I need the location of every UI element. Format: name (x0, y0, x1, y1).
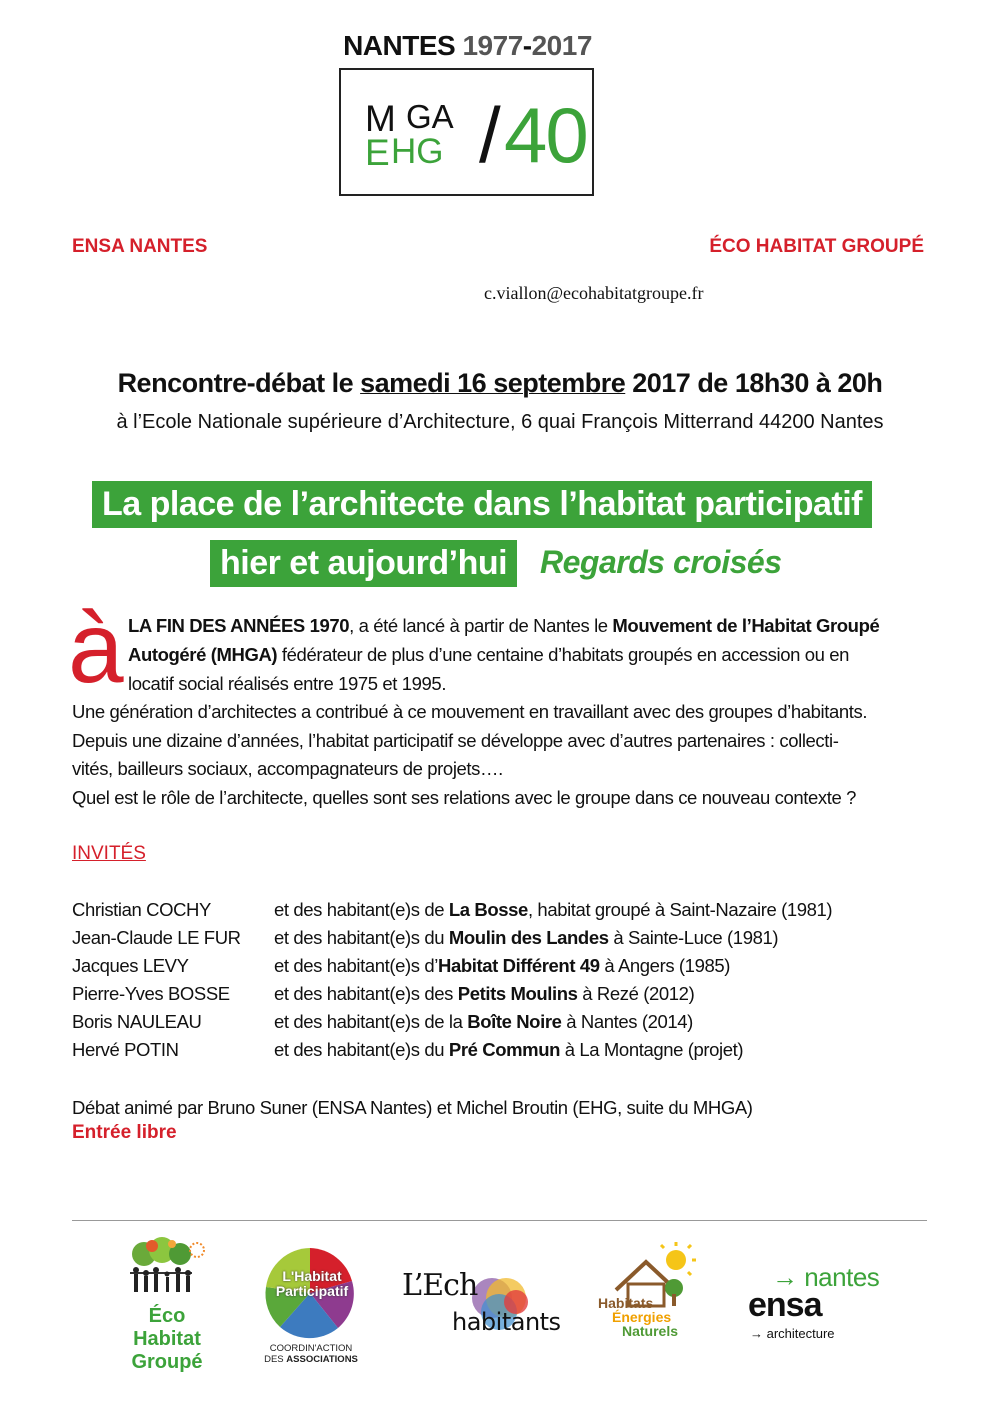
echo-logo-bottom: habitants (452, 1308, 561, 1336)
intro-dropcap: à (68, 592, 124, 704)
guest-pre: et des habitant(e)s du (274, 927, 449, 948)
footer-divider (72, 1220, 927, 1221)
eco-logo-line3: Groupé (131, 1351, 203, 1373)
guest-description (274, 983, 694, 1005)
main-subtitle: Regards croisés (540, 544, 782, 580)
hp-logo-line2: Participatif (275, 1283, 349, 1299)
intro-l2-bold: Autogéré (MHGA) (128, 644, 278, 665)
guest-description (274, 1011, 693, 1033)
event-part2: 2017 de 18h30 à 20h (625, 368, 883, 398)
guest-name: Pierre-Yves BOSSE (72, 983, 230, 1004)
free-entry-label: Entrée libre (72, 1122, 177, 1143)
guest-post: à Angers (1985) (599, 955, 730, 976)
eco-logo-line2: Habitat (133, 1328, 201, 1350)
event-date: samedi 16 septembre (360, 368, 626, 398)
guest-name: Jean-Claude LE FUR (72, 927, 241, 948)
trees-people-icon (122, 1236, 212, 1298)
guest-place: Habitat Différent 49 (437, 955, 600, 976)
intro-line-6: vités, bailleurs sociaux, accompagnateurs de projets…. (72, 758, 503, 779)
contact-email[interactable]: c.viallon@ecohabitatgroupe.fr (484, 283, 704, 303)
echo-habitants-logo (400, 1262, 570, 1347)
main-title-line2: hier et aujourd’hui (210, 540, 517, 587)
ensa-nantes-logo (748, 1262, 898, 1342)
logo-letter-e: E (365, 132, 390, 173)
habitat-participatif-logo (256, 1243, 366, 1363)
hp-coord-bold: ASSOCIATIONS (286, 1354, 358, 1365)
hen-logo-line2: Énergies (612, 1309, 672, 1325)
ensa-logo-ensa: ensa (748, 1286, 822, 1324)
hp-coord-pre: DES (264, 1354, 287, 1365)
intro-l1-mid: , a été lancé à partir de Nantes le (349, 615, 613, 636)
guest-name: Hervé POTIN (72, 1039, 179, 1060)
guest-name: Christian COCHY (72, 899, 211, 920)
intro-l2-rest: fédérateur de plus d’une centaine d’habitats groupés en accession ou en (277, 644, 850, 665)
logo-letters-ga: GA (406, 98, 454, 135)
guest-place: La Bosse (448, 899, 528, 920)
logo-slash: / (479, 91, 501, 179)
guest-pre: et des habitant(e)s de (274, 899, 449, 920)
guest-post: , habitat groupé à Saint-Nazaire (1981) (527, 899, 833, 920)
event-part1: Rencontre-débat le (117, 368, 361, 398)
intro-line-1 (128, 617, 879, 636)
eco-habitat-groupe-label: ÉCO HABITAT GROUPÉ (709, 236, 924, 257)
header-year-start: 1977 (462, 30, 523, 61)
guest-description (274, 927, 778, 949)
guest-place: Pré Commun (448, 1039, 561, 1060)
document-header-title (0, 30, 935, 62)
guest-post: à La Montagne (projet) (560, 1039, 744, 1060)
mhga-ehg-40-logo (339, 68, 594, 196)
hp-coord-line1: COORDIN'ACTION (269, 1343, 353, 1354)
intro-line-3: locatif social réalisés entre 1975 et 1995. (128, 673, 447, 694)
ensa-logo-architecture: → architecture (750, 1326, 835, 1341)
event-address: à l’Ecole Nationale supérieure d’Architecture, 6 quai François Mitterrand 44200 Nantes (116, 411, 884, 433)
intro-l1-bold: LA FIN DES ANNÉES 1970 (128, 615, 350, 636)
logo-letters-hg: HG (391, 132, 444, 171)
hp-logo-line1: L'Habitat (282, 1268, 342, 1284)
guest-pre: et des habitant(e)s du (274, 1039, 449, 1060)
guest-post: à Sainte-Luce (1981) (608, 927, 779, 948)
header-year-dash: - (522, 30, 532, 61)
logo-number-40: 40 (504, 91, 587, 179)
logo-letter-m: M (365, 98, 396, 139)
ensa-logo-nantes: → nantes (772, 1262, 880, 1292)
hp-coord-line2 (256, 1354, 366, 1365)
guest-post: à Nantes (2014) (561, 1011, 693, 1032)
guest-post: à Rezé (2012) (577, 983, 695, 1004)
guest-name: Jacques LEVY (72, 955, 189, 976)
intro-l1-bold2: Mouvement de l’Habitat Groupé (612, 615, 880, 636)
debate-moderators: Débat animé par Bruno Suner (ENSA Nantes) et Michel Broutin (EHG, suite du MHGA) (72, 1097, 753, 1118)
guest-place: Boîte Noire (467, 1011, 562, 1032)
guest-pre: et des habitant(e)s d’ (274, 955, 438, 976)
intro-line-4: Une génération d’architectes a contribué à ce mouvement en travaillant avec des groupes d’habitants. (72, 701, 868, 722)
echo-logo-top: L’Ech (402, 1268, 478, 1303)
guests-heading: INVITÉS (72, 843, 146, 864)
guest-place: Moulin des Landes (448, 927, 609, 948)
habitats-energies-naturels-logo (596, 1240, 706, 1345)
guest-description (274, 1039, 743, 1061)
ensa-nantes-label: ENSA NANTES (72, 236, 208, 257)
header-year-end: 2017 (531, 30, 592, 61)
intro-line-5: Depuis une dizaine d’années, l’habitat participatif se développe avec d’autres partenaires : collecti- (72, 730, 839, 751)
intro-line-7: Quel est le rôle de l’architecte, quelles sont ses relations avec le groupe dans ce nouveau contexte ? (72, 787, 856, 808)
guest-pre: et des habitant(e)s de la (274, 1011, 468, 1032)
main-title-line1: La place de l’architecte dans l’habitat participatif (92, 481, 872, 528)
guest-place: Petits Moulins (457, 983, 578, 1004)
guest-pre: et des habitant(e)s des (274, 983, 458, 1004)
intro-line-2 (128, 646, 849, 665)
event-datetime-line (0, 368, 1000, 399)
guest-name: Boris NAULEAU (72, 1011, 202, 1032)
guest-description (274, 899, 832, 921)
eco-habitat-groupe-logo (122, 1236, 212, 1371)
header-city: NANTES (343, 30, 456, 61)
hen-logo-line3: Naturels (622, 1323, 679, 1339)
guest-description (274, 955, 730, 977)
hen-logo-line1: Habitats (598, 1295, 654, 1311)
eco-logo-line1: Éco (148, 1305, 186, 1327)
